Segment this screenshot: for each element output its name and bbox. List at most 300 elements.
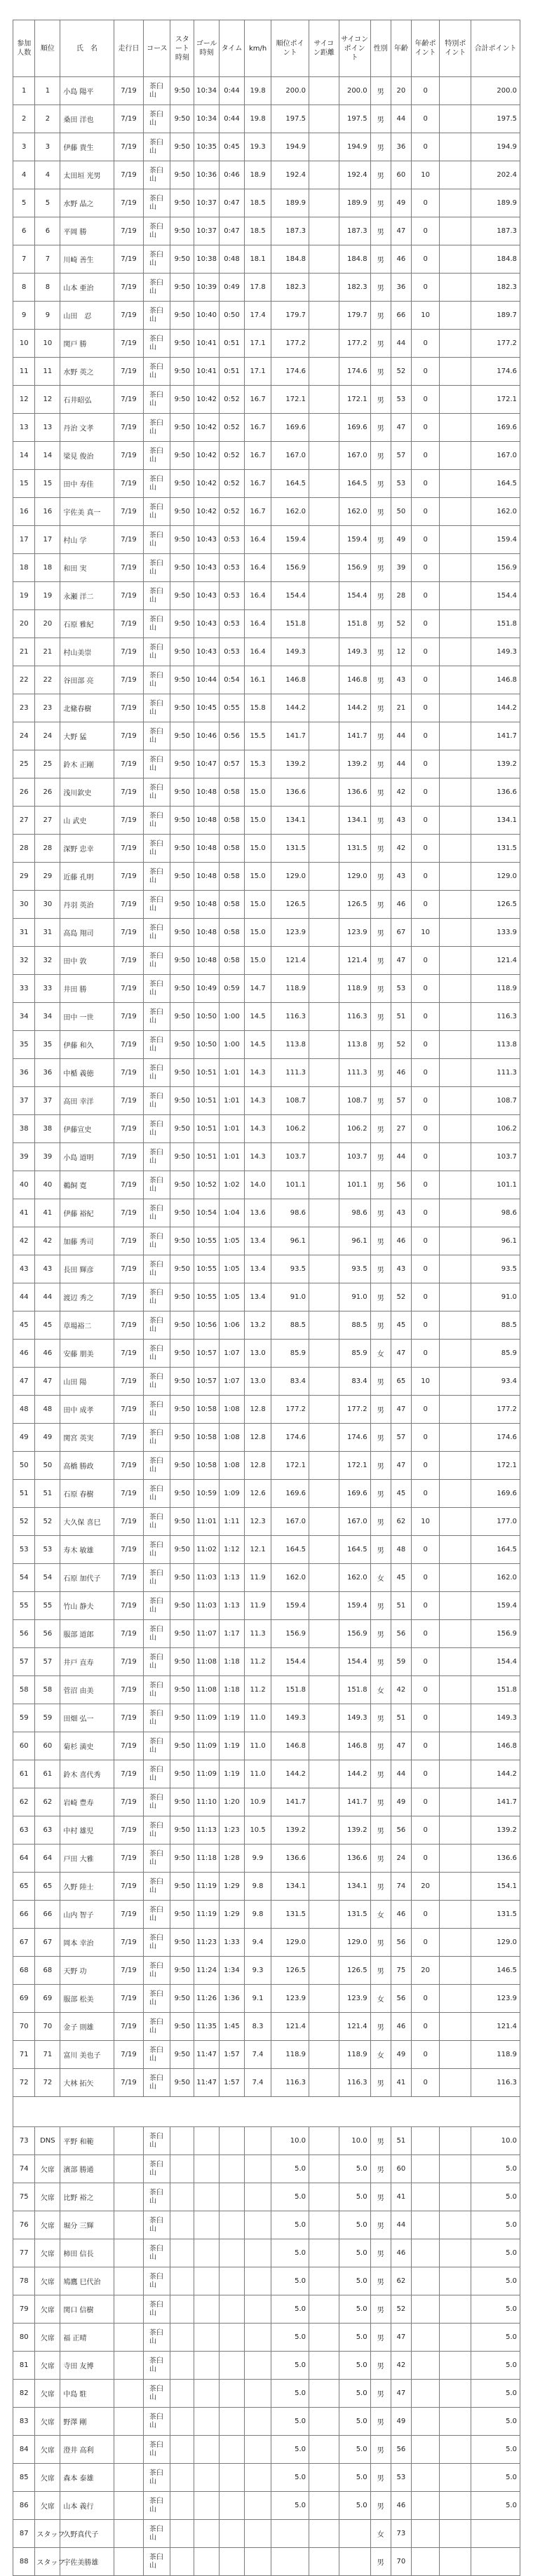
course-label: 茶臼山	[149, 1793, 163, 1810]
cell-elapsed-time: 1:01	[220, 1143, 245, 1171]
cell-special-points	[440, 1985, 471, 2013]
cell-goal-time: 10:36	[194, 161, 220, 189]
cell-course	[144, 2069, 170, 2097]
cell-rank: 46	[35, 1340, 60, 1368]
cell-cyclecomputer-points: 167.0	[339, 442, 370, 470]
cell-total-points: 10.0	[471, 2127, 520, 2155]
cell-total-points: 111.3	[471, 1059, 520, 1087]
cell-start-time: 9:50	[170, 1845, 194, 1873]
cell-total-points: 197.5	[471, 105, 520, 133]
cell-elapsed-time: 0:46	[220, 161, 245, 189]
cell-cyclecomputer-points: 118.9	[339, 2041, 370, 2069]
cell-course	[144, 554, 170, 582]
cell-course	[144, 1087, 170, 1115]
cell-age: 46	[391, 1227, 411, 1255]
cell-gender: 男	[370, 1199, 391, 1227]
cell-age: 28	[391, 582, 411, 610]
cell-course	[144, 1003, 170, 1031]
cell-speed: 17.4	[245, 302, 271, 330]
cell-total-points: 98.6	[471, 1199, 520, 1227]
cell-gender: 男	[370, 358, 391, 386]
cell-gender: 男	[370, 1929, 391, 1957]
cell-rank: 53	[35, 1536, 60, 1564]
cell-name: 伊藤 裕紀	[60, 1199, 114, 1227]
cell-gender: 男	[370, 750, 391, 778]
cell-elapsed-time	[220, 2436, 245, 2464]
cell-cyclecomputer-points: 174.6	[339, 358, 370, 386]
table-row	[13, 1396, 520, 1424]
cell-run-date: 7/19	[114, 1620, 144, 1648]
cell-elapsed-time: 0:53	[220, 610, 245, 638]
cell-start-time: 9:50	[170, 1732, 194, 1760]
cell-run-date: 7/19	[114, 1143, 144, 1171]
cell-speed: 16.4	[245, 610, 271, 638]
cell-gender: 男	[370, 1424, 391, 1452]
cell-total-points: 113.8	[471, 1031, 520, 1059]
table-row	[13, 2267, 520, 2295]
cell-total-points: 151.8	[471, 610, 520, 638]
cell-participant-count: 81	[13, 2352, 35, 2380]
cell-run-date: 7/19	[114, 1087, 144, 1115]
cell-participant-count: 30	[13, 891, 35, 919]
cell-goal-time: 10:55	[194, 1255, 220, 1283]
table-row	[13, 1424, 520, 1452]
table-row	[13, 1031, 520, 1059]
cell-speed: 13.4	[245, 1283, 271, 1311]
course-label: 茶臼山	[149, 2385, 163, 2401]
cell-speed: 15.0	[245, 863, 271, 891]
cell-cyclecomputer-distance	[309, 245, 339, 274]
cell-speed: 14.3	[245, 1115, 271, 1143]
cell-special-points	[440, 1311, 471, 1340]
cell-rank-points: 192.4	[271, 161, 309, 189]
cell-speed	[245, 2548, 271, 2576]
cell-cyclecomputer-points: 101.1	[339, 1171, 370, 1199]
cell-special-points	[440, 1003, 471, 1031]
cell-name: 平岡 勝	[60, 217, 114, 245]
course-label: 茶臼山	[149, 1597, 163, 1614]
cell-goal-time: 11:09	[194, 1704, 220, 1732]
cell-participant-count: 88	[13, 2548, 35, 2576]
cell-age-points	[411, 2408, 439, 2436]
cell-run-date: 7/19	[114, 1031, 144, 1059]
cell-age-points: 0	[411, 217, 439, 245]
cell-cyclecomputer-points: 129.0	[339, 1929, 370, 1957]
cell-age-points	[411, 2464, 439, 2492]
cell-gender: 女	[370, 2041, 391, 2069]
table-row	[13, 330, 520, 358]
cell-rank: 60	[35, 1732, 60, 1760]
cell-age: 53	[391, 975, 411, 1003]
cell-elapsed-time	[220, 2295, 245, 2324]
cell-name: 山本 亜治	[60, 274, 114, 302]
cell-speed: 12.8	[245, 1452, 271, 1480]
cell-run-date: 7/19	[114, 1901, 144, 1929]
cell-start-time: 9:50	[170, 1901, 194, 1929]
cell-gender: 男	[370, 1115, 391, 1143]
cell-participant-count: 26	[13, 778, 35, 807]
cell-participant-count: 36	[13, 1059, 35, 1087]
cell-goal-time: 11:07	[194, 1620, 220, 1648]
cell-participant-count: 58	[13, 1676, 35, 1704]
cell-age-points: 0	[411, 386, 439, 414]
cell-participant-count: 25	[13, 750, 35, 778]
cell-elapsed-time	[220, 2492, 245, 2520]
cell-total-points: 134.1	[471, 807, 520, 835]
cell-rank: 24	[35, 722, 60, 750]
cell-start-time	[170, 2183, 194, 2211]
course-label: 茶臼山	[149, 1316, 163, 1333]
cell-gender: 男	[370, 1648, 391, 1676]
cell-total-points: 162.0	[471, 1564, 520, 1592]
cell-participant-count: 38	[13, 1115, 35, 1143]
cell-cyclecomputer-points: 88.5	[339, 1311, 370, 1340]
cell-speed: 11.2	[245, 1676, 271, 1704]
cell-run-date	[114, 2380, 144, 2408]
cell-course	[144, 1143, 170, 1171]
cell-gender: 女	[370, 1901, 391, 1929]
cell-elapsed-time: 1:57	[220, 2069, 245, 2097]
cell-cyclecomputer-distance	[309, 2127, 339, 2155]
cell-elapsed-time: 0:57	[220, 750, 245, 778]
cell-speed: 16.1	[245, 666, 271, 694]
cell-gender: 男	[370, 330, 391, 358]
cell-run-date: 7/19	[114, 1424, 144, 1452]
cell-rank: 44	[35, 1283, 60, 1311]
course-label: 茶臼山	[149, 1765, 163, 1782]
cell-gender: 男	[370, 217, 391, 245]
cell-age: 51	[391, 1704, 411, 1732]
cell-total-points: 149.3	[471, 1704, 520, 1732]
cell-course	[144, 2183, 170, 2211]
cell-start-time	[170, 2239, 194, 2267]
cell-participant-count: 49	[13, 1424, 35, 1452]
cell-age-points: 0	[411, 245, 439, 274]
table-row	[13, 274, 520, 302]
cell-start-time: 9:50	[170, 1003, 194, 1031]
cell-elapsed-time: 0:52	[220, 386, 245, 414]
cell-elapsed-time: 1:23	[220, 1816, 245, 1845]
cell-age: 47	[391, 1340, 411, 1368]
cell-cyclecomputer-points: 129.0	[339, 863, 370, 891]
cell-participant-count: 87	[13, 2520, 35, 2548]
table-row	[13, 2520, 520, 2548]
cell-gender: 女	[370, 1985, 391, 2013]
cell-age-points: 0	[411, 891, 439, 919]
header-goal-time: ゴール時刻	[194, 20, 220, 77]
cell-gender: 男	[370, 1143, 391, 1171]
cell-goal-time: 10:51	[194, 1059, 220, 1087]
cell-run-date: 7/19	[114, 245, 144, 274]
cell-course	[144, 2239, 170, 2267]
cell-course	[144, 2041, 170, 2069]
cell-run-date: 7/19	[114, 1255, 144, 1283]
cell-total-points: 149.3	[471, 638, 520, 666]
cell-speed: 11.0	[245, 1760, 271, 1788]
cell-participant-count: 7	[13, 245, 35, 274]
cell-cyclecomputer-points: 10.0	[339, 2127, 370, 2155]
cell-total-points: 154.4	[471, 582, 520, 610]
cell-run-date: 7/19	[114, 526, 144, 554]
cell-gender: 男	[370, 105, 391, 133]
cell-rank-points: 131.5	[271, 835, 309, 863]
cell-rank-points	[271, 2548, 309, 2576]
cell-participant-count: 68	[13, 1957, 35, 1985]
cell-rank: 33	[35, 975, 60, 1003]
course-label: 茶臼山	[149, 1204, 163, 1221]
cell-age: 36	[391, 274, 411, 302]
course-label: 茶臼山	[149, 811, 163, 828]
cell-age-points: 0	[411, 1171, 439, 1199]
cell-special-points	[440, 1368, 471, 1396]
cell-course	[144, 77, 170, 105]
cell-run-date: 7/19	[114, 386, 144, 414]
cell-age: 52	[391, 2295, 411, 2324]
cell-rank: 55	[35, 1592, 60, 1620]
cell-cyclecomputer-points: 93.5	[339, 1255, 370, 1283]
cell-special-points	[440, 722, 471, 750]
table-row	[13, 498, 520, 526]
cell-start-time: 9:50	[170, 1340, 194, 1368]
table-row	[13, 105, 520, 133]
table-row	[13, 2239, 520, 2267]
cell-age: 73	[391, 2520, 411, 2548]
cell-special-points	[440, 2548, 471, 2576]
cell-cyclecomputer-points	[339, 2548, 370, 2576]
cell-cyclecomputer-distance	[309, 722, 339, 750]
cell-start-time: 9:50	[170, 105, 194, 133]
cell-cyclecomputer-points: 151.8	[339, 1676, 370, 1704]
cell-name: 川崎 善生	[60, 245, 114, 274]
cell-start-time: 9:50	[170, 1648, 194, 1676]
header-rank: 順位	[35, 20, 60, 77]
cell-age-points: 0	[411, 470, 439, 498]
cell-goal-time	[194, 2324, 220, 2352]
cell-cyclecomputer-distance	[309, 1227, 339, 1255]
cell-gender: 男	[370, 1227, 391, 1255]
cell-elapsed-time: 1:08	[220, 1396, 245, 1424]
cell-rank-points: 121.4	[271, 947, 309, 975]
cell-run-date: 7/19	[114, 1788, 144, 1816]
cell-rank: 71	[35, 2041, 60, 2069]
cell-special-points	[440, 947, 471, 975]
cell-name: 関戸 勝	[60, 330, 114, 358]
cell-speed: 12.3	[245, 1508, 271, 1536]
cell-rank: 29	[35, 863, 60, 891]
course-label: 茶臼山	[149, 1513, 163, 1530]
table-row	[13, 2041, 520, 2069]
cell-name: 濱部 勝通	[60, 2155, 114, 2183]
cell-gender: 男	[370, 161, 391, 189]
cell-rank-points: 177.2	[271, 330, 309, 358]
cell-cyclecomputer-distance	[309, 442, 339, 470]
cell-start-time: 9:50	[170, 1368, 194, 1396]
cell-start-time: 9:50	[170, 919, 194, 947]
course-label: 茶臼山	[149, 839, 163, 856]
header-course: コース	[144, 20, 170, 77]
table-row	[13, 2155, 520, 2183]
cell-total-points: 129.0	[471, 1929, 520, 1957]
cell-rank-points: 167.0	[271, 442, 309, 470]
cell-run-date: 7/19	[114, 863, 144, 891]
cell-goal-time: 10:43	[194, 554, 220, 582]
cell-cyclecomputer-distance	[309, 2267, 339, 2295]
cell-special-points	[440, 2155, 471, 2183]
cell-cyclecomputer-distance	[309, 105, 339, 133]
cell-special-points	[440, 582, 471, 610]
cell-elapsed-time: 0:56	[220, 722, 245, 750]
cell-speed: 9.8	[245, 1901, 271, 1929]
cell-name: 丹羽 英治	[60, 891, 114, 919]
cell-participant-count: 37	[13, 1087, 35, 1115]
cell-start-time: 9:50	[170, 274, 194, 302]
cell-total-points: 101.1	[471, 1171, 520, 1199]
cell-elapsed-time: 0:47	[220, 189, 245, 217]
cell-start-time: 9:50	[170, 442, 194, 470]
cell-speed: 18.5	[245, 189, 271, 217]
cell-speed: 16.7	[245, 470, 271, 498]
cell-speed	[245, 2436, 271, 2464]
table-row	[13, 1087, 520, 1115]
cell-name: 井戸 直寿	[60, 1648, 114, 1676]
cell-course	[144, 2492, 170, 2520]
cell-speed: 11.0	[245, 1732, 271, 1760]
cell-total-points: 177.2	[471, 330, 520, 358]
cell-course	[144, 947, 170, 975]
cell-gender: 男	[370, 2380, 391, 2408]
cell-age: 49	[391, 1788, 411, 1816]
cell-speed: 19.8	[245, 77, 271, 105]
cell-run-date: 7/19	[114, 414, 144, 442]
table-row	[13, 1171, 520, 1199]
cell-rank: 欠席	[35, 2464, 60, 2492]
cell-gender: 男	[370, 1732, 391, 1760]
cell-total-points: 123.9	[471, 1985, 520, 2013]
cell-course	[144, 919, 170, 947]
cell-age: 44	[391, 750, 411, 778]
cell-gender: 男	[370, 638, 391, 666]
cell-special-points	[440, 2295, 471, 2324]
cell-rank: 40	[35, 1171, 60, 1199]
cell-elapsed-time: 0:54	[220, 666, 245, 694]
cell-elapsed-time: 0:52	[220, 498, 245, 526]
cell-rank: 欠席	[35, 2380, 60, 2408]
cell-start-time: 9:50	[170, 1311, 194, 1340]
cell-age: 21	[391, 694, 411, 722]
cell-run-date: 7/19	[114, 807, 144, 835]
cell-age: 42	[391, 2352, 411, 2380]
cell-cyclecomputer-distance	[309, 1788, 339, 1816]
cell-name: 水野 英之	[60, 358, 114, 386]
cell-special-points	[440, 1087, 471, 1115]
course-label: 茶臼山	[149, 250, 163, 267]
cell-elapsed-time: 1:18	[220, 1676, 245, 1704]
cell-cyclecomputer-points: 131.5	[339, 1901, 370, 1929]
cell-total-points: 156.9	[471, 554, 520, 582]
cell-age: 51	[391, 1003, 411, 1031]
cell-cyclecomputer-distance	[309, 2069, 339, 2097]
cell-age-points: 0	[411, 1031, 439, 1059]
cell-total-points: 164.5	[471, 1536, 520, 1564]
cell-run-date: 7/19	[114, 750, 144, 778]
cell-rank-points: 167.0	[271, 1508, 309, 1536]
cell-age-points: 0	[411, 1929, 439, 1957]
cell-age: 45	[391, 1480, 411, 1508]
cell-name: 竹山 静夫	[60, 1592, 114, 1620]
cell-rank-points: 126.5	[271, 891, 309, 919]
cell-gender: 男	[370, 835, 391, 863]
cell-gender: 男	[370, 610, 391, 638]
table-row	[13, 358, 520, 386]
cell-name: 戸田 大雅	[60, 1845, 114, 1873]
cell-course	[144, 778, 170, 807]
table-row	[13, 526, 520, 554]
cell-special-points	[440, 2352, 471, 2380]
cell-cyclecomputer-distance	[309, 2464, 339, 2492]
course-label: 茶臼山	[149, 1990, 163, 2007]
cell-rank: 34	[35, 1003, 60, 1031]
course-label: 茶臼山	[149, 363, 163, 379]
cell-goal-time: 11:18	[194, 1845, 220, 1873]
cell-rank-points: 123.9	[271, 1985, 309, 2013]
cell-name: 鵜飼 寛	[60, 1171, 114, 1199]
cell-age-points: 0	[411, 498, 439, 526]
cell-rank-points: 83.4	[271, 1368, 309, 1396]
cell-elapsed-time	[220, 2380, 245, 2408]
cell-age-points: 10	[411, 302, 439, 330]
cell-total-points: 177.2	[471, 1396, 520, 1424]
cell-rank-points: 101.1	[271, 1171, 309, 1199]
cell-cyclecomputer-points: 83.4	[339, 1368, 370, 1396]
cell-age: 56	[391, 1929, 411, 1957]
cell-rank: 37	[35, 1087, 60, 1115]
cell-cyclecomputer-distance	[309, 582, 339, 610]
cell-gender: 男	[370, 1620, 391, 1648]
cell-speed: 14.5	[245, 1003, 271, 1031]
cell-cyclecomputer-points: 5.0	[339, 2436, 370, 2464]
cell-total-points: 5.0	[471, 2464, 520, 2492]
cell-goal-time	[194, 2408, 220, 2436]
cell-goal-time: 10:58	[194, 1424, 220, 1452]
cell-age-points	[411, 2239, 439, 2267]
cell-age-points: 0	[411, 105, 439, 133]
cell-name: 中村 雄児	[60, 1816, 114, 1845]
cell-rank: 35	[35, 1031, 60, 1059]
cell-cyclecomputer-points: 111.3	[339, 1059, 370, 1087]
cell-start-time: 9:50	[170, 1087, 194, 1115]
cell-start-time: 9:50	[170, 1396, 194, 1424]
cell-rank-points: 10.0	[271, 2127, 309, 2155]
cell-elapsed-time: 1:45	[220, 2013, 245, 2041]
cell-cyclecomputer-distance	[309, 1059, 339, 1087]
cell-elapsed-time: 0:50	[220, 302, 245, 330]
cell-speed: 16.7	[245, 414, 271, 442]
table-row	[13, 1368, 520, 1396]
cell-participant-count: 42	[13, 1227, 35, 1255]
cell-participant-count: 2	[13, 105, 35, 133]
cell-total-points: 5.0	[471, 2324, 520, 2352]
cell-run-date: 7/19	[114, 1368, 144, 1396]
cell-age: 47	[391, 1396, 411, 1424]
cell-run-date: 7/19	[114, 1452, 144, 1480]
cell-total-points: 146.8	[471, 666, 520, 694]
cell-elapsed-time: 1:00	[220, 1003, 245, 1031]
cell-cyclecomputer-points: 5.0	[339, 2267, 370, 2295]
cell-participant-count: 33	[13, 975, 35, 1003]
cell-rank: 8	[35, 274, 60, 302]
cell-rank-points: 169.6	[271, 414, 309, 442]
cell-speed: 18.9	[245, 161, 271, 189]
